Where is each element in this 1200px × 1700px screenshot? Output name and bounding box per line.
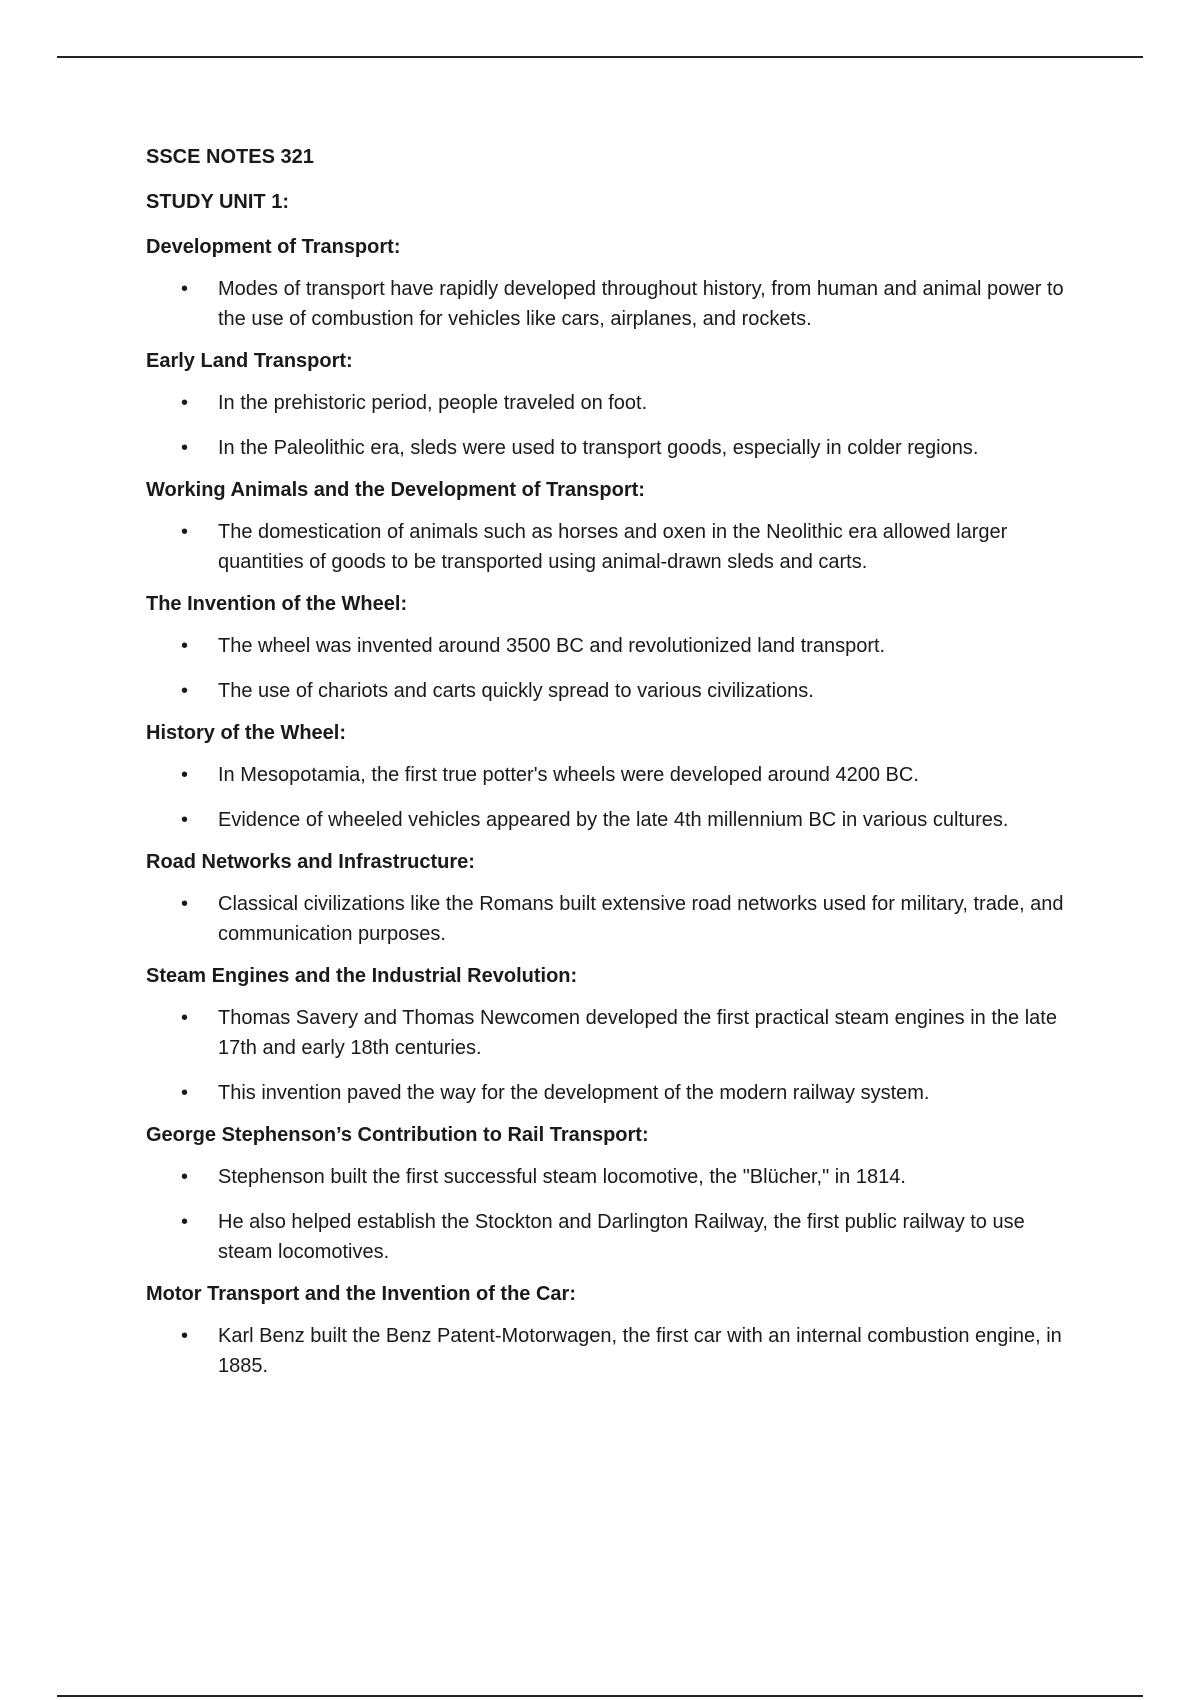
section-heading: Development of Transport:	[146, 236, 401, 258]
section-heading: Working Animals and the Development of Transport:	[146, 479, 645, 501]
section-heading: Steam Engines and the Industrial Revolution:	[146, 965, 578, 987]
bullet-list	[146, 889, 1066, 949]
section-heading: The Invention of the Wheel:	[146, 593, 408, 615]
bullet-list	[146, 760, 1066, 835]
top-divider	[57, 56, 1143, 58]
bullet-item: • This invention paved the way for the development of the modern railway system.	[146, 1078, 1066, 1108]
bullet-list	[146, 1003, 1066, 1108]
section-motor-transport	[146, 1279, 1066, 1381]
bullet-item: • Stephenson built the first successful steam locomotive, the "Blücher," in 1814.	[146, 1162, 1066, 1192]
bullet-item: • Thomas Savery and Thomas Newcomen developed the first practical steam engines in the late 17th and early 18th centuries.	[146, 1003, 1066, 1063]
bullet-item: • The domestication of animals such as horses and oxen in the Neolithic era allowed larger quantities of goods to be transported using animal-drawn sleds and carts.	[146, 517, 1066, 577]
document-title: SSCE NOTES 321	[146, 146, 314, 168]
section-heading: Road Networks and Infrastructure:	[146, 851, 475, 873]
section-heading: Motor Transport and the Invention of the Car:	[146, 1283, 576, 1305]
bullet-item: • He also helped establish the Stockton and Darlington Railway, the first public railway to use steam locomotives.	[146, 1207, 1066, 1267]
section-george-stephenson	[146, 1120, 1066, 1267]
section-early-land-transport	[146, 346, 1066, 463]
section-development-of-transport	[146, 232, 1066, 334]
bottom-divider	[57, 1695, 1143, 1697]
bullet-item: • Karl Benz built the Benz Patent-Motorwagen, the first car with an internal combustion engine, in 1885.	[146, 1321, 1066, 1381]
bullet-list	[146, 631, 1066, 706]
bullet-item: • Classical civilizations like the Romans built extensive road networks used for military, trade, and communication purposes.	[146, 889, 1066, 949]
section-road-networks	[146, 847, 1066, 949]
bullet-list	[146, 517, 1066, 577]
bullet-item: • The wheel was invented around 3500 BC and revolutionized land transport.	[146, 631, 1066, 661]
bullet-item: • The use of chariots and carts quickly spread to various civilizations.	[146, 676, 1066, 706]
bullet-list	[146, 1162, 1066, 1267]
bullet-list	[146, 1321, 1066, 1381]
bullet-item: • Evidence of wheeled vehicles appeared by the late 4th millennium BC in various cultures.	[146, 805, 1066, 835]
section-heading: History of the Wheel:	[146, 722, 347, 744]
section-steam-engines	[146, 961, 1066, 1108]
bullet-item: • In the Paleolithic era, sleds were used to transport goods, especially in colder regions.	[146, 433, 1066, 463]
section-heading: Early Land Transport:	[146, 350, 353, 372]
section-invention-of-wheel	[146, 589, 1066, 706]
bullet-list	[146, 388, 1066, 463]
section-heading: George Stephenson’s Contribution to Rail Transport:	[146, 1124, 649, 1146]
bullet-item: • In the prehistoric period, people traveled on foot.	[146, 388, 1066, 418]
bullet-list	[146, 274, 1066, 334]
section-working-animals	[146, 475, 1066, 577]
section-history-of-wheel	[146, 718, 1066, 835]
bullet-item: • In Mesopotamia, the first true potter's wheels were developed around 4200 BC.	[146, 760, 1066, 790]
bullet-item: • Modes of transport have rapidly developed throughout history, from human and animal power to the use of combustion for vehicles like cars, airplanes, and rockets.	[146, 274, 1066, 334]
document-body	[146, 142, 1066, 1393]
study-unit-label: STUDY UNIT 1:	[146, 191, 289, 213]
